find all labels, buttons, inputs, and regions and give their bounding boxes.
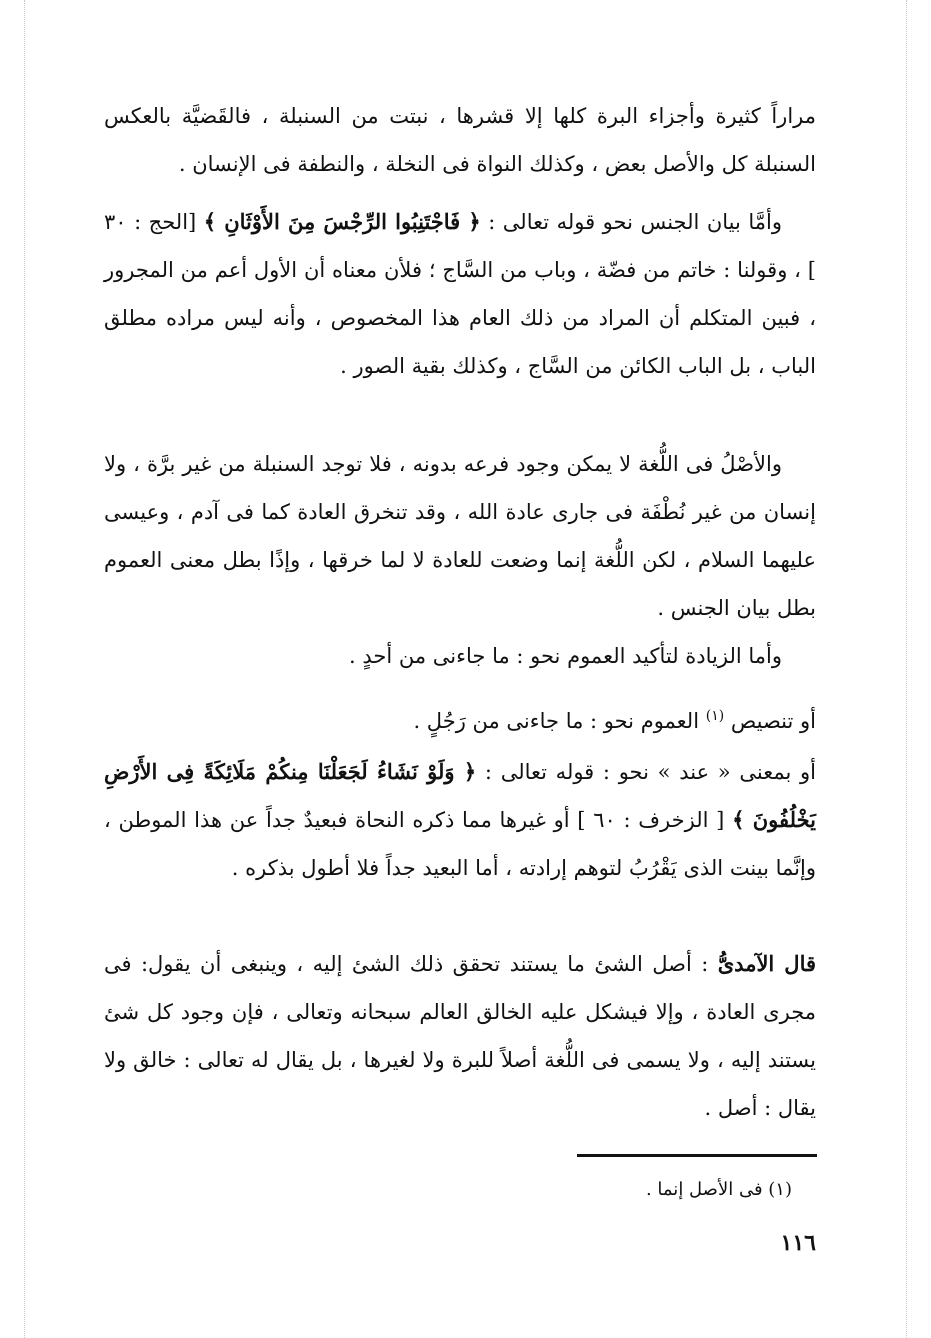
footnote: (١) فى الأصل إنما . (645, 1179, 792, 1200)
paragraph-2-intro: وأمَّا بيان الجنس نحو قوله تعالى : (480, 210, 783, 234)
paragraph-6-intro: أو بمعنى « عند » نحو : قوله تعالى : (476, 760, 816, 784)
scan-margin-guide-right (906, 0, 907, 1338)
page-number: ١١٦ (780, 1230, 816, 1256)
paragraph-6 (104, 748, 816, 892)
paragraph-3-text: والأصْلُ فى اللُّغة لا يمكن وجود فرعه بدونه ، فلا توجد السنبلة من غير برَّة ، ولا إنسان من غير نُطْفَة فى جارى عادة الله ، وقد تنخرق العادة كما فى آدم ، وعيسى عليهما السلام ، لكن اللُّغة إنما وضعت للعادة لا لما خرقها ، وإذًا بطل معنى العموم بطل بيان الجنس . (104, 452, 816, 620)
paragraph-7 (104, 940, 816, 1132)
footnote-reference: (١) (705, 708, 725, 724)
paragraph-5-body: العموم نحو : ما جاءنى من رَجُلٍ . (413, 709, 706, 733)
paragraph-7-body: : أصل الشئ ما يستند تحقق ذلك الشئ إليه ، وينبغى أن يقول: فى مجرى العادة ، وإلا فيشكل عليه الخالق العالم سبحانه وتعالى ، فإن وجود كل شئ يستند إليه ، ولا يسمى فى اللُّغة أصلاً للبرة ولا لغيرها ، بل يقال له تعالى : خالق ولا يقال : أصل . (104, 952, 816, 1120)
paragraph-4-text: وأما الزيادة لتأكيد العموم نحو : ما جاءنى من أحدٍ . (349, 644, 782, 668)
paragraph-5-intro: أو تنصيص (724, 709, 816, 733)
paragraph-6-body: [ الزخرف : ٦٠ ] أو غيرها مما ذكره النحاة فبعيدٌ جداً عن هذا الموطن ، وإنَّما بينت الذى يَقْرُبُ لتوهم إرادته ، أما البعيد جداً فلا أطول بذكره . (104, 808, 816, 880)
paragraph-5 (104, 692, 816, 745)
paragraph-1 (104, 92, 816, 188)
author-name-amidi: قال الآمدىُّ (717, 951, 817, 976)
paragraph-2 (104, 198, 816, 390)
paragraph-3 (104, 440, 816, 632)
paragraph-2-body: [الحج : ٣٠ ] ، وقولنا : خاتم من فضّة ، وباب من السَّاج ؛ فلأن معناه أن الأول أعم من المجرور ، فبين المتكلم أن المراد من ذلك العام هذا المخصوص ، وأنه ليس مراده مطلق الباب ، بل الباب الكائن من السَّاج ، وكذلك بقية الصور . (104, 210, 816, 378)
footnote-separator (577, 1154, 817, 1157)
scan-margin-guide-left (24, 0, 25, 1338)
paragraph-4 (104, 632, 816, 680)
quran-verse-hajj: ﴿ فَاجْتَنِبُوا الرِّجْسَ مِنَ الأَوْثَانِ ﴾ (203, 209, 481, 234)
paragraph-1-text: مراراً كثيرة وأجزاء البرة كلها إلا قشرها ، نبتت من السنبلة ، فالقَضيَّة بالعكس السنبلة كل والأصل بعض ، وكذلك النواة فى النخلة ، والنطفة فى الإنسان . (104, 104, 816, 176)
quran-verse-zukhruf: ﴿ وَلَوْ نَشَاءُ لَجَعَلْنَا مِنكُمْ مَلَائِكَةً فِى الأَرْضِ يَخْلُفُونَ ﴾ (104, 759, 816, 832)
